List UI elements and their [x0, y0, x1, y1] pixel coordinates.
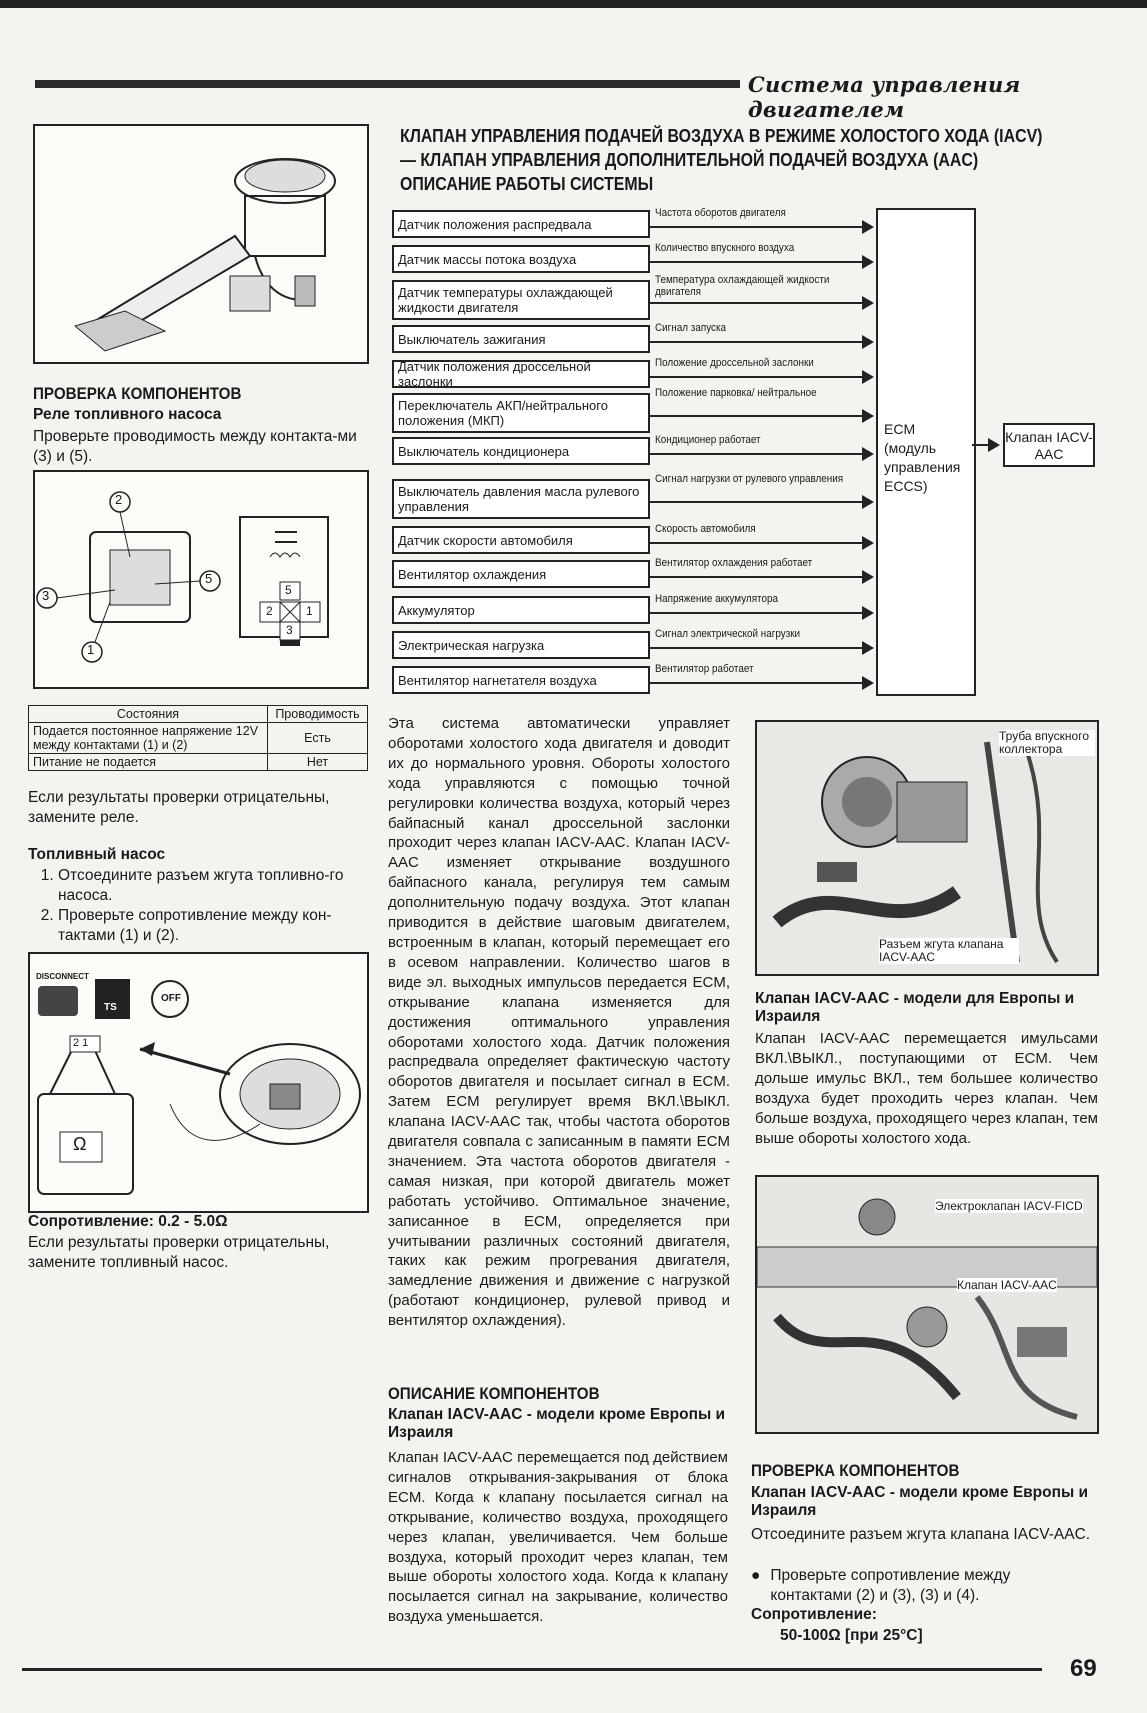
diagram-sensor-box: Датчик массы потока воздуха — [392, 245, 650, 273]
table-header: Проводимость — [268, 706, 368, 723]
fuel-pump-test-figure — [28, 952, 369, 1213]
off-label: OFF — [161, 993, 181, 1004]
diagram-signal-label: Сигнал запуска — [655, 322, 727, 334]
diagram-signal-label: Положение парковка/ нейтральное — [655, 387, 817, 399]
diagram-sensor-box: Аккумулятор — [392, 596, 650, 624]
diagram-sensor-box: Датчик положения дроссельной заслонки — [392, 360, 650, 388]
diagram-arrow-icon — [862, 255, 874, 269]
fuel-pump-figure — [33, 124, 369, 364]
diagram-connector-line — [650, 576, 864, 578]
relay-heading: Реле топливного насоса — [33, 406, 222, 423]
diagram-signal-label: Температура охлаждающей жидкости двигателя — [655, 274, 830, 298]
iacv-resistance-label: Сопротивление: — [751, 1606, 877, 1623]
engine-photo-2 — [757, 1177, 1097, 1432]
main-subtitle: ОПИСАНИЕ РАБОТЫ СИСТЕМЫ — [400, 173, 654, 194]
relay-figure — [33, 470, 369, 689]
diagram-signal-label: Вентилятор работает — [655, 663, 754, 675]
diagram-connector-line — [650, 226, 864, 228]
diagram-signal-label: Скорость автомобиля — [655, 523, 756, 535]
relay-drawing — [35, 472, 367, 687]
diagram-sensor-box: Выключатель зажигания — [392, 325, 650, 353]
main-title — [400, 124, 1042, 196]
diagram-arrow-icon — [862, 606, 874, 620]
pump-steps — [28, 866, 368, 946]
list-item: 1. Отсоедините разъем жгута топливно-го насоса. — [58, 866, 368, 906]
diagram-connector-line — [650, 682, 864, 684]
pump-result-text: Если результаты проверки отрицательны, замените топливный насос. — [28, 1234, 330, 1271]
diagram-signal-label: Напряжение аккумулятора — [655, 593, 779, 605]
relay-pin-label-2: 3 — [42, 588, 50, 603]
table-header: Состояния — [29, 706, 268, 723]
schema-pin-2: 2 — [266, 604, 273, 618]
section-title: Система управления двигателем — [748, 72, 1021, 122]
diagram-signal-label: Сигнал электрической нагрузки — [655, 628, 801, 640]
relay-pin-label-4: 1 — [87, 642, 95, 657]
ecm-label: ECM (модуль управления ECCS) — [884, 421, 961, 494]
table-cell: Подается постоянное напряжение 12V между контактами (1) и (2) — [29, 723, 268, 754]
diagram-arrow-icon — [862, 220, 874, 234]
photo1-label-pipe: Труба впускного коллектора — [999, 730, 1095, 756]
diagram-connector-line — [650, 302, 864, 304]
diagram-sensor-box: Выключатель давления масла рулевого управления — [392, 479, 650, 519]
table-row — [29, 723, 368, 754]
diagram-signal-label: Кондиционер работает — [655, 434, 761, 446]
diagram-sensor-box: Датчик положения распредвала — [392, 210, 650, 238]
main-title-line: КЛАПАН УПРАВЛЕНИЯ ПОДАЧЕЙ ВОЗДУХА В РЕЖИМЕ ХОЛОСТОГО ХОДА (IACV) — [400, 125, 1043, 146]
pump-heading: Топливный насос — [28, 846, 166, 863]
iacv-photo-engine — [755, 1175, 1099, 1434]
relay-text: Проверьте проводимость между контакта-ми (3) и (5). — [33, 428, 357, 465]
diagram-arrow-icon — [862, 370, 874, 384]
bullet-dot-icon: ● — [751, 1567, 761, 1584]
diagram-signal-label: Вентилятор охлаждения работает — [655, 557, 813, 569]
disconnect-label: DISCONNECT — [36, 972, 89, 981]
relay-pin-label-1: 2 — [115, 492, 123, 507]
iacv-aac-output-box: Клапан IACV-AAC — [1003, 423, 1095, 467]
components-text: Клапан IACV-AAC перемещается под действием сигналов открывания-закрывания от блока ECM. Когда к клапану посылается сигнал на открывание, количество воздуха, проходящего через клапан, увеличивается. Чем больше воздуха, который проходит через клапан, тем выше обороты холостого хода. Когда к клапану посылается сигнал на закрывание, количество воздуха уменьшается. — [388, 1449, 728, 1626]
fuel-pump-test-drawing — [30, 954, 367, 1211]
relay-state-table — [28, 705, 368, 771]
diagram-signal-label: Количество впускного воздуха — [655, 242, 795, 254]
diagram-arrow-icon — [862, 676, 874, 690]
diagram-arrow-icon — [862, 447, 874, 461]
table-cell: Нет — [268, 754, 368, 771]
table-header-row — [29, 706, 368, 723]
table-cell: Есть — [268, 723, 368, 754]
diagram-connector-line — [650, 542, 864, 544]
diagram-connector-line — [650, 341, 864, 343]
diagram-connector-line — [650, 261, 864, 263]
photo2-label-ficd: Электроклапан IACV-FICD — [935, 1199, 1083, 1213]
diagram-sensor-box: Вентилятор охлаждения — [392, 560, 650, 588]
diagram-sensor-box: Вентилятор нагнетателя воздуха — [392, 666, 650, 694]
schema-pin-1: 1 — [306, 604, 313, 618]
iacv-resistance-value: 50-100Ω [при 25°С] — [780, 1627, 923, 1644]
diagram-sensor-box: Электрическая нагрузка — [392, 631, 650, 659]
diagram-arrow-icon — [862, 296, 874, 310]
photo2-label-iacv: Клапан IACV-AAC — [957, 1278, 1057, 1292]
main-title-line: — КЛАПАН УПРАВЛЕНИЯ ДОПОЛНИТЕЛЬНОЙ ПОДАЧЕЙ ВОЗДУХА (AAC) — [400, 149, 979, 170]
components-subheading: Клапан IACV-AAC - модели кроме Европы и Израиля — [388, 1406, 726, 1441]
diagram-connector-line — [650, 647, 864, 649]
diagram-arrow-icon — [862, 570, 874, 584]
diagram-arrow-icon — [862, 495, 874, 509]
ecm-output-arrow — [988, 438, 1000, 452]
diagram-signal-label: Частота оборотов двигателя — [655, 207, 786, 219]
right-check-subheading: Клапан IACV-AAC - модели кроме Европы и Израиля — [751, 1484, 1089, 1519]
diagram-sensor-box: Датчик температуры охлаждающей жидкости двигателя — [392, 280, 650, 320]
diagram-connector-line — [650, 415, 864, 417]
meter-pin-labels: 2 1 — [73, 1037, 89, 1049]
diagram-sensor-box: Выключатель кондиционера — [392, 437, 650, 465]
diagram-connector-line — [650, 376, 864, 378]
ts-label: TS — [104, 1002, 117, 1013]
pump-resistance: Сопротивление: 0.2 - 5.0Ω — [28, 1213, 228, 1230]
diagram-connector-line — [650, 453, 864, 455]
relay-pin-label-3: 5 — [205, 571, 213, 586]
ohmmeter-icon: Ω — [73, 1134, 87, 1154]
diagram-arrow-icon — [862, 536, 874, 550]
right-check-bullet — [751, 1566, 1096, 1606]
diagram-arrow-icon — [862, 335, 874, 349]
components-heading: ОПИСАНИЕ КОМПОНЕНТОВ — [388, 1385, 600, 1403]
eu-text: Клапан IACV-AAC перемещается имульсами ВКЛ.\ВЫКЛ., поступающими от ECM. Чем дольше имульс ВКЛ., тем большее количество воздуха будет проходить через клапан. Чем больше воздуха, проходящего через клапан, тем выше обороты холостого хода. — [755, 1030, 1098, 1147]
relay-result-text: Если результаты проверки отрицательны, замените реле. — [28, 789, 330, 826]
table-row — [29, 754, 368, 771]
diagram-sensor-box: Переключатель АКП/нейтрального положения (МКП) — [392, 393, 650, 433]
diagram-arrow-icon — [862, 409, 874, 423]
page-number: 69 — [1070, 1655, 1097, 1682]
scan-top-edge — [0, 0, 1147, 8]
eu-heading: Клапан IACV-AAC - модели для Европы и Израиля — [755, 990, 1075, 1025]
list-item: 2. Проверьте сопротивление между кон-тактами (1) и (2). — [58, 906, 368, 946]
photo1-label-connector: Разъем жгута клапана IACV-AAC — [879, 938, 1019, 964]
diagram-connector-line — [650, 612, 864, 614]
right-check-heading: ПРОВЕРКА КОМПОНЕНТОВ — [751, 1462, 960, 1480]
schema-pin-3: 3 — [286, 623, 293, 637]
diagram-connector-line — [650, 501, 864, 503]
table-cell: Питание не подается — [29, 754, 268, 771]
diagram-sensor-box: Датчик скорости автомобиля — [392, 526, 650, 554]
diagram-arrow-icon — [862, 641, 874, 655]
left-check-heading: ПРОВЕРКА КОМПОНЕНТОВ — [33, 385, 242, 403]
bullet-text: Проверьте сопротивление между контактами (2) и (3), (3) и (4). — [770, 1567, 1011, 1604]
header-rule — [35, 80, 740, 88]
system-description: Эта система автоматически управляет оборотами холостого хода двигателя и доводит их до нормального уровня. Обороты холостого хода управляются с помощью точной регулировки количества воздуха, который через байпасный канал дроссельной заслонки проходит через клапан IACV-AAC. Клапан IACV-AAC изменяет открывание воздушного байпасного канала, регулируя тем самым дополнительную подачу воздуха. Этот клапан приводится в действие шаговым двигателем, встроенным в клапан, который перемещает его в осевом направлении. Количество шагов в виде эл. выходных импульсов передается ECM, открывание клапана изменяется для достижения оптимального управления оборотами холостого хода. Датчик положения распредвала определяет фактическую частоту оборотов двигателя и посылает сигнал в ECM. Затем ECM регулирует время ВКЛ.\ВЫКЛ. клапана IACV-AAC так, чтобы частота оборотов двигателя совпала с записанным в памяти ECM значением. Эта частота оборотов двигателя - самая низкая, при которой двигатель может работать устойчиво. Оптимальное значение, записанное в ECM, определяется при учитывании различных состояний двигателя, таких как режим прогревания двигателя, замедление движения и движение с нагрузкой (работают кондиционер, рулевой привод и вентилятор охлаждения). — [388, 715, 730, 1330]
footer-rule — [22, 1668, 1042, 1671]
diagram-signal-label: Сигнал нагрузки от рулевого управления — [655, 473, 844, 485]
schema-pin-5: 5 — [285, 583, 292, 597]
right-check-text: Отсоедините разъем жгута клапана IACV-AAC. — [751, 1526, 1091, 1543]
fuel-pump-drawing — [35, 126, 367, 362]
diagram-signal-label: Положение дроссельной заслонки — [655, 357, 814, 369]
iacv-photo-europe — [755, 720, 1099, 976]
